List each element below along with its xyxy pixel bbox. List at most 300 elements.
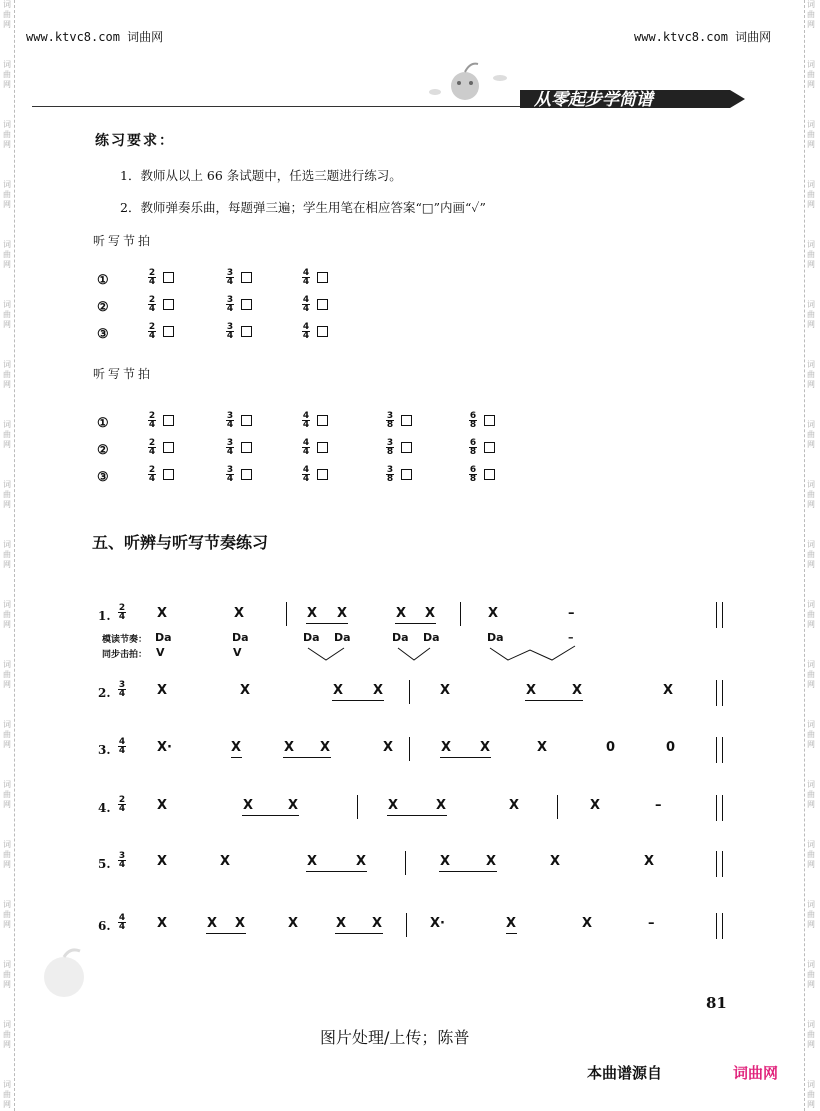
beam-underline bbox=[525, 700, 583, 701]
note-x: X bbox=[488, 606, 499, 621]
final-bar-line bbox=[716, 680, 723, 706]
watermark-char-group: 词 曲 网 bbox=[3, 480, 11, 509]
watermark-char-group: 词 曲 网 bbox=[3, 420, 11, 449]
row-number: ① bbox=[97, 416, 109, 431]
watermark-char-group: 词 曲 网 bbox=[3, 240, 11, 269]
time-signature-bottom: 4 bbox=[302, 331, 310, 341]
time-signature bbox=[118, 604, 126, 621]
time-signature-top: 2 bbox=[148, 295, 156, 305]
beam-underline bbox=[242, 815, 299, 816]
answer-checkbox[interactable] bbox=[401, 469, 412, 480]
beam-underline bbox=[306, 623, 348, 624]
dash-note: – bbox=[568, 606, 575, 621]
time-signature-top: 4 bbox=[302, 322, 310, 332]
da-syllable: Da bbox=[392, 631, 409, 644]
answer-checkbox[interactable] bbox=[484, 469, 495, 480]
time-signature-top: 4 bbox=[302, 295, 310, 305]
meter-option[interactable] bbox=[148, 439, 174, 456]
meter-option[interactable] bbox=[386, 439, 412, 456]
watermark-char-group: 词 曲 网 bbox=[807, 780, 815, 809]
answer-checkbox[interactable] bbox=[163, 442, 174, 453]
time-signature-bottom: 4 bbox=[226, 474, 234, 484]
meter-option[interactable] bbox=[302, 466, 328, 483]
note-x: X bbox=[396, 606, 407, 621]
time-signature-top: 4 bbox=[302, 438, 310, 448]
watermark-char-group: 词 曲 网 bbox=[807, 1080, 815, 1109]
answer-checkbox[interactable] bbox=[401, 415, 412, 426]
meter-option[interactable] bbox=[226, 296, 252, 313]
beam-underline bbox=[395, 623, 436, 624]
watermark-char-group: 词 曲 网 bbox=[807, 480, 815, 509]
exercise-number: 2. bbox=[98, 686, 111, 700]
meter-option[interactable] bbox=[148, 466, 174, 483]
row-number: ① bbox=[97, 273, 109, 288]
time-signature bbox=[302, 466, 310, 483]
note-x: X bbox=[506, 916, 517, 931]
beam-underline bbox=[306, 871, 367, 872]
time-signature bbox=[226, 323, 234, 340]
answer-checkbox[interactable] bbox=[484, 415, 495, 426]
rest-zero: 0 bbox=[606, 740, 616, 755]
exercise-time-signature bbox=[118, 681, 129, 698]
meter-option[interactable] bbox=[386, 466, 412, 483]
note-x: X bbox=[550, 854, 561, 869]
bar-line bbox=[409, 737, 410, 761]
meter-option[interactable] bbox=[148, 323, 174, 340]
time-signature-top: 2 bbox=[118, 603, 126, 613]
time-signature-bottom: 4 bbox=[302, 420, 310, 430]
dash-note: – bbox=[648, 916, 655, 931]
time-signature-bottom: 4 bbox=[148, 420, 156, 430]
watermark-char-group: 词 曲 网 bbox=[3, 720, 11, 749]
time-signature-bottom: 8 bbox=[469, 420, 477, 430]
note-x: X bbox=[373, 683, 384, 698]
watermark-char-group: 词 曲 网 bbox=[807, 0, 815, 29]
watermark-char-group: 词 曲 网 bbox=[807, 900, 815, 929]
time-signature bbox=[302, 412, 310, 429]
beat-mark: V bbox=[233, 646, 242, 659]
time-signature-bottom: 4 bbox=[226, 420, 234, 430]
time-signature-top: 2 bbox=[118, 795, 126, 805]
time-signature bbox=[226, 269, 234, 286]
time-signature-bottom: 8 bbox=[386, 447, 394, 457]
meter-option[interactable] bbox=[148, 269, 174, 286]
answer-checkbox[interactable] bbox=[163, 469, 174, 480]
watermark-char-group: 词 曲 网 bbox=[3, 300, 11, 329]
exercise-time-signature bbox=[118, 604, 129, 621]
time-signature bbox=[226, 296, 234, 313]
row-number: ② bbox=[97, 443, 109, 458]
answer-checkbox[interactable] bbox=[401, 442, 412, 453]
note-x: X bbox=[372, 916, 383, 931]
time-signature-bottom: 4 bbox=[226, 277, 234, 287]
beam-underline bbox=[231, 757, 242, 758]
watermark-char-group: 词 曲 网 bbox=[807, 720, 815, 749]
time-signature bbox=[118, 738, 126, 755]
answer-checkbox[interactable] bbox=[163, 299, 174, 310]
time-signature-bottom: 8 bbox=[469, 447, 477, 457]
time-signature-bottom: 4 bbox=[148, 304, 156, 314]
meter-option[interactable] bbox=[469, 466, 495, 483]
row-number: ③ bbox=[97, 470, 109, 485]
time-signature-top: 3 bbox=[226, 411, 234, 421]
note-x: X bbox=[207, 916, 218, 931]
answer-checkbox[interactable] bbox=[163, 415, 174, 426]
watermark-char-group: 词 曲 网 bbox=[3, 780, 11, 809]
time-signature bbox=[148, 466, 156, 483]
apple-mascot-icon bbox=[420, 58, 520, 108]
note-x: X bbox=[509, 798, 520, 813]
da-syllable: Da bbox=[423, 631, 440, 644]
watermark-char-group: 词 曲 网 bbox=[807, 840, 815, 869]
time-signature-top: 4 bbox=[302, 411, 310, 421]
row-number: ③ bbox=[97, 327, 109, 342]
time-signature-top: 2 bbox=[148, 438, 156, 448]
note-x: X bbox=[240, 683, 251, 698]
note-x: X bbox=[307, 606, 318, 621]
time-signature bbox=[469, 466, 477, 483]
answer-checkbox[interactable] bbox=[317, 326, 328, 337]
answer-checkbox[interactable] bbox=[317, 272, 328, 283]
time-signature-top: 3 bbox=[226, 465, 234, 475]
time-signature-top: 2 bbox=[148, 411, 156, 421]
note-x: X bbox=[284, 740, 295, 755]
answer-checkbox[interactable] bbox=[241, 469, 252, 480]
time-signature-top: 2 bbox=[148, 465, 156, 475]
answer-checkbox[interactable] bbox=[241, 272, 252, 283]
meter-option[interactable] bbox=[226, 412, 252, 429]
note-x: X bbox=[220, 854, 231, 869]
time-signature-bottom: 4 bbox=[118, 860, 126, 870]
meter-option[interactable] bbox=[302, 323, 328, 340]
watermark-char-group: 词 曲 网 bbox=[3, 1080, 11, 1109]
time-signature-top: 6 bbox=[469, 465, 477, 475]
note-x: X bbox=[440, 854, 451, 869]
watermark-char-group: 词 曲 网 bbox=[807, 300, 815, 329]
time-signature bbox=[148, 296, 156, 313]
bar-line bbox=[557, 795, 558, 819]
time-signature-bottom: 8 bbox=[386, 474, 394, 484]
note-x: X bbox=[644, 854, 655, 869]
time-signature-bottom: 4 bbox=[226, 331, 234, 341]
watermark-char-group: 词 曲 网 bbox=[3, 960, 11, 989]
answer-checkbox[interactable] bbox=[241, 442, 252, 453]
time-signature-top: 6 bbox=[469, 411, 477, 421]
da-syllable: Da bbox=[232, 631, 249, 644]
source-label: 本曲谱源自 bbox=[587, 1064, 663, 1082]
meter-option[interactable] bbox=[226, 269, 252, 286]
dotted-note-x: X· bbox=[157, 740, 172, 755]
note-x: X bbox=[486, 854, 497, 869]
time-signature-bottom: 4 bbox=[118, 746, 126, 756]
watermark-char-group: 词 曲 网 bbox=[807, 120, 815, 149]
time-signature bbox=[118, 796, 126, 813]
watermark-char-group: 词 曲 网 bbox=[3, 600, 11, 629]
exercise-time-signature bbox=[118, 796, 129, 813]
final-bar-line bbox=[716, 851, 723, 877]
watermark-char-group: 词 曲 网 bbox=[3, 120, 11, 149]
meter-option[interactable] bbox=[302, 296, 328, 313]
note-x: X bbox=[157, 854, 168, 869]
meter-option[interactable] bbox=[469, 412, 495, 429]
beam-underline bbox=[332, 700, 384, 701]
note-x: X bbox=[231, 740, 242, 755]
title-banner bbox=[520, 86, 745, 112]
answer-checkbox[interactable] bbox=[317, 469, 328, 480]
watermark-char-group: 词 曲 网 bbox=[3, 840, 11, 869]
time-signature bbox=[386, 466, 394, 483]
time-signature-bottom: 4 bbox=[302, 277, 310, 287]
note-x: X bbox=[337, 606, 348, 621]
time-signature-top: 3 bbox=[118, 851, 126, 861]
note-x: X bbox=[307, 854, 318, 869]
dash-note: – bbox=[655, 798, 662, 813]
time-signature-bottom: 4 bbox=[148, 331, 156, 341]
exercise-number: 1. bbox=[98, 609, 111, 623]
time-signature-top: 6 bbox=[469, 438, 477, 448]
watermark-char-group: 词 曲 网 bbox=[3, 1020, 11, 1049]
exercise-number: 6. bbox=[98, 919, 111, 933]
time-signature bbox=[302, 323, 310, 340]
note-x: X bbox=[320, 740, 331, 755]
time-signature-top: 4 bbox=[118, 737, 126, 747]
time-signature-top: 3 bbox=[386, 438, 394, 448]
time-signature bbox=[226, 412, 234, 429]
bar-line bbox=[405, 851, 406, 875]
exercise-time-signature bbox=[118, 852, 129, 869]
time-signature bbox=[148, 269, 156, 286]
time-signature-bottom: 4 bbox=[302, 304, 310, 314]
note-x: X bbox=[582, 916, 593, 931]
time-signature bbox=[226, 466, 234, 483]
note-x: X bbox=[157, 916, 168, 931]
beam-underline bbox=[440, 757, 491, 758]
final-bar-line bbox=[716, 602, 723, 628]
time-signature bbox=[469, 412, 477, 429]
meter-option[interactable] bbox=[226, 323, 252, 340]
source-site-link[interactable]: 词曲网 bbox=[733, 1064, 779, 1082]
time-signature-bottom: 4 bbox=[302, 474, 310, 484]
watermark-char-group: 词 曲 网 bbox=[807, 960, 815, 989]
section-title: 五、听辨与听写节奏练习 bbox=[92, 533, 269, 552]
answer-checkbox[interactable] bbox=[163, 326, 174, 337]
final-bar-line bbox=[716, 913, 723, 939]
rest-zero: 0 bbox=[666, 740, 676, 755]
time-signature-top: 4 bbox=[302, 268, 310, 278]
time-signature bbox=[386, 439, 394, 456]
watermark-char-group: 词 曲 网 bbox=[807, 660, 815, 689]
time-signature bbox=[302, 439, 310, 456]
time-signature bbox=[148, 412, 156, 429]
watermark-char-group: 词 曲 网 bbox=[3, 180, 11, 209]
time-signature-bottom: 4 bbox=[148, 447, 156, 457]
watermark-char-group: 词 曲 网 bbox=[3, 360, 11, 389]
faded-apple-icon bbox=[36, 945, 92, 1001]
exercise-time-signature bbox=[118, 738, 129, 755]
note-x: X bbox=[388, 798, 399, 813]
exercise-number: 4. bbox=[98, 801, 111, 815]
note-x: X bbox=[480, 740, 491, 755]
meter-option[interactable] bbox=[386, 412, 412, 429]
bar-line bbox=[409, 680, 410, 704]
time-signature-bottom: 8 bbox=[386, 420, 394, 430]
beam-underline bbox=[439, 871, 497, 872]
note-x: X bbox=[590, 798, 601, 813]
note-x: X bbox=[235, 916, 246, 931]
meter-option[interactable] bbox=[302, 269, 328, 286]
read-label: 模读节奏： bbox=[102, 635, 148, 645]
time-signature bbox=[148, 323, 156, 340]
da-syllable: Da bbox=[487, 631, 504, 644]
note-x: X bbox=[663, 683, 674, 698]
note-x: X bbox=[243, 798, 254, 813]
note-x: X bbox=[572, 683, 583, 698]
time-signature-top: 3 bbox=[226, 268, 234, 278]
dotted-note-x: X· bbox=[430, 916, 445, 931]
bar-line bbox=[406, 913, 407, 937]
answer-checkbox[interactable] bbox=[484, 442, 495, 453]
time-signature-bottom: 4 bbox=[302, 447, 310, 457]
answer-checkbox[interactable] bbox=[317, 299, 328, 310]
beat-gesture-lines bbox=[290, 640, 590, 670]
watermark-char-group: 词 曲 网 bbox=[807, 360, 815, 389]
time-signature-bottom: 4 bbox=[118, 612, 126, 622]
note-x: X bbox=[526, 683, 537, 698]
beam-underline bbox=[387, 815, 447, 816]
watermark-char-group: 词 曲 网 bbox=[3, 900, 11, 929]
note-x: X bbox=[425, 606, 436, 621]
time-signature-top: 3 bbox=[386, 465, 394, 475]
watermark-char-group: 词 曲 网 bbox=[807, 420, 815, 449]
time-signature-bottom: 4 bbox=[118, 689, 126, 699]
page-number: 81 bbox=[706, 994, 727, 1012]
time-signature-bottom: 4 bbox=[148, 277, 156, 287]
bar-line bbox=[460, 602, 461, 626]
watermark-char-group: 词 曲 网 bbox=[807, 1020, 815, 1049]
note-x: X bbox=[234, 606, 245, 621]
note-x: X bbox=[356, 854, 367, 869]
dictation-title-2: 听写节拍 bbox=[93, 367, 154, 381]
answer-checkbox[interactable] bbox=[241, 326, 252, 337]
practice-heading: 练习要求： bbox=[95, 133, 175, 149]
note-x: X bbox=[440, 683, 451, 698]
time-signature-bottom: 4 bbox=[226, 447, 234, 457]
beam-underline bbox=[283, 757, 331, 758]
watermark-char-group: 词 曲 网 bbox=[3, 540, 11, 569]
beam-underline bbox=[206, 933, 246, 934]
watermark-char-group: 词 曲 网 bbox=[3, 60, 11, 89]
watermark-char-group: 词 曲 网 bbox=[3, 660, 11, 689]
time-signature bbox=[302, 296, 310, 313]
meter-option[interactable] bbox=[148, 412, 174, 429]
beat-mark: V bbox=[156, 646, 165, 659]
exercise-number: 3. bbox=[98, 743, 111, 757]
answer-checkbox[interactable] bbox=[241, 415, 252, 426]
practice-item-2: 2．教师弹奏乐曲，每题弹三遍；学生用笔在相应答案“□”内画“✓” bbox=[120, 200, 486, 215]
meter-option[interactable] bbox=[469, 439, 495, 456]
time-signature-top: 3 bbox=[226, 295, 234, 305]
time-signature-top: 2 bbox=[148, 268, 156, 278]
note-x: X bbox=[288, 916, 299, 931]
time-signature-top: 3 bbox=[226, 322, 234, 332]
meter-option[interactable] bbox=[302, 439, 328, 456]
time-signature-top: 4 bbox=[302, 465, 310, 475]
upload-credit: 图片处理/上传；陈普 bbox=[320, 1028, 470, 1047]
banner-title: 从零起步学简谱 bbox=[534, 90, 653, 110]
note-x: X bbox=[157, 798, 168, 813]
da-syllable: Da bbox=[155, 631, 172, 644]
bar-line bbox=[357, 795, 358, 819]
time-signature-bottom: 4 bbox=[226, 304, 234, 314]
time-signature bbox=[118, 852, 126, 869]
final-bar-line bbox=[716, 795, 723, 821]
meter-option[interactable] bbox=[226, 439, 252, 456]
da-syllable: Da bbox=[303, 631, 320, 644]
header-left-url: www.ktvc8.com 词曲网 bbox=[26, 30, 164, 44]
time-signature-top: 4 bbox=[118, 913, 126, 923]
time-signature-top: 3 bbox=[386, 411, 394, 421]
note-x: X bbox=[441, 740, 452, 755]
da-syllable: Da bbox=[334, 631, 351, 644]
watermark-char-group: 词 曲 网 bbox=[807, 540, 815, 569]
time-signature bbox=[118, 914, 126, 931]
bar-line bbox=[286, 602, 287, 626]
time-signature bbox=[118, 681, 126, 698]
dictation-title-1: 听写节拍 bbox=[93, 234, 154, 248]
time-signature bbox=[469, 439, 477, 456]
beat-label: 同步击拍： bbox=[102, 650, 148, 660]
dash-syllable: – bbox=[568, 631, 574, 644]
meter-option[interactable] bbox=[148, 296, 174, 313]
meter-option[interactable] bbox=[226, 466, 252, 483]
watermark-char-group: 词 曲 网 bbox=[807, 240, 815, 269]
watermark-char-group: 词 曲 网 bbox=[807, 60, 815, 89]
beam-underline bbox=[335, 933, 383, 934]
exercise-number: 5. bbox=[98, 857, 111, 871]
answer-checkbox[interactable] bbox=[317, 415, 328, 426]
answer-checkbox[interactable] bbox=[241, 299, 252, 310]
time-signature bbox=[302, 269, 310, 286]
time-signature-bottom: 4 bbox=[118, 804, 126, 814]
note-x: X bbox=[336, 916, 347, 931]
watermark-char-group: 词 曲 网 bbox=[807, 600, 815, 629]
note-x: X bbox=[383, 740, 394, 755]
note-x: X bbox=[157, 683, 168, 698]
meter-option[interactable] bbox=[302, 412, 328, 429]
row-number: ② bbox=[97, 300, 109, 315]
answer-checkbox[interactable] bbox=[317, 442, 328, 453]
watermark-char-group: 词 曲 网 bbox=[3, 0, 11, 29]
beam-underline bbox=[506, 933, 517, 934]
exercise-time-signature bbox=[118, 914, 129, 931]
note-x: X bbox=[157, 606, 168, 621]
time-signature-top: 3 bbox=[226, 438, 234, 448]
time-signature bbox=[226, 439, 234, 456]
time-signature-bottom: 4 bbox=[118, 922, 126, 932]
note-x: X bbox=[537, 740, 548, 755]
watermark-char-group: 词 曲 网 bbox=[807, 180, 815, 209]
time-signature-top: 3 bbox=[118, 680, 126, 690]
time-signature bbox=[148, 439, 156, 456]
note-x: X bbox=[436, 798, 447, 813]
practice-item-1: 1．教师从以上 66 条试题中，任选三题进行练习。 bbox=[120, 168, 402, 183]
final-bar-line bbox=[716, 737, 723, 763]
time-signature bbox=[386, 412, 394, 429]
time-signature-top: 2 bbox=[148, 322, 156, 332]
note-x: X bbox=[288, 798, 299, 813]
answer-checkbox[interactable] bbox=[163, 272, 174, 283]
header-right-url: www.ktvc8.com 词曲网 bbox=[634, 30, 772, 44]
